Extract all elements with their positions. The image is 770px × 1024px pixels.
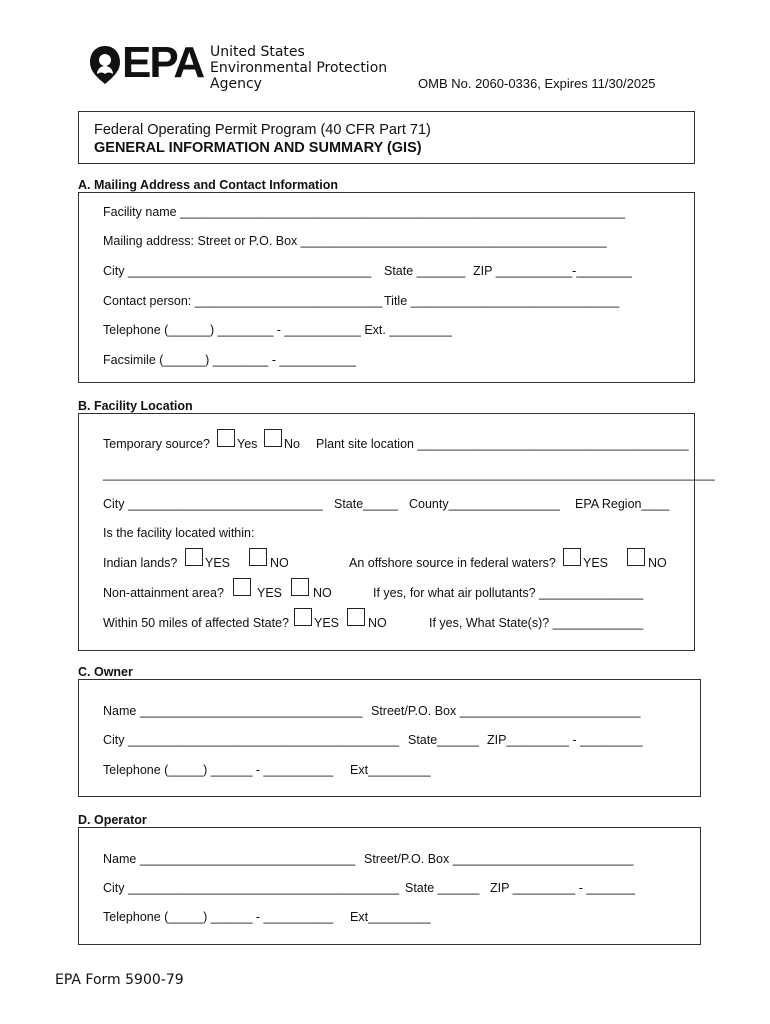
owner-city-field[interactable]: City _______________________________________ bbox=[103, 733, 400, 747]
epa-wordmark: EPA bbox=[122, 38, 204, 87]
indian-lands-no-label: NO bbox=[270, 556, 289, 570]
operator-ext-field[interactable]: Ext_________ bbox=[350, 910, 431, 924]
indian-lands-yes-label: YES bbox=[205, 556, 231, 570]
owner-zip-field[interactable]: ZIP_________ - _________ bbox=[487, 733, 643, 747]
non-attainment-yes-checkbox[interactable] bbox=[233, 578, 251, 596]
within-50-miles-no-checkbox[interactable] bbox=[347, 608, 365, 626]
operator-street-field[interactable]: Street/P.O. Box __________________________ bbox=[364, 852, 634, 866]
owner-state-field[interactable]: State______ bbox=[408, 733, 479, 747]
plant-site-location-field[interactable]: Plant site location _______________________________________ bbox=[316, 437, 689, 451]
temporary-yes-label: Yes bbox=[237, 437, 258, 451]
within-50-miles-no-label: NO bbox=[368, 616, 387, 630]
operator-city-field[interactable]: City _______________________________________ bbox=[103, 881, 400, 895]
epa-flower-icon bbox=[88, 44, 122, 86]
indian-lands-no-checkbox[interactable] bbox=[249, 548, 267, 566]
section-d-heading: D. Operator bbox=[78, 813, 147, 827]
within-50-miles-yes-checkbox[interactable] bbox=[294, 608, 312, 626]
epa-region-field[interactable]: EPA Region____ bbox=[575, 497, 670, 511]
temporary-no-checkbox[interactable] bbox=[264, 429, 282, 447]
section-b-heading: B. Facility Location bbox=[78, 399, 193, 413]
title-box bbox=[78, 111, 695, 164]
zip-field[interactable]: ZIP ___________-________ bbox=[473, 264, 632, 278]
b-state-field[interactable]: State_____ bbox=[334, 497, 398, 511]
plant-site-location-line2[interactable]: ________________________________________________________________________________________ bbox=[103, 467, 715, 481]
indian-lands-label: Indian lands? bbox=[103, 556, 178, 570]
owner-name-field[interactable]: Name ________________________________ bbox=[103, 704, 363, 718]
non-attainment-label: Non-attainment area? bbox=[103, 586, 224, 600]
contact-person-field[interactable]: Contact person: ___________________________ bbox=[103, 294, 383, 308]
operator-name-field[interactable]: Name _______________________________ bbox=[103, 852, 356, 866]
owner-street-field[interactable]: Street/P.O. Box __________________________ bbox=[371, 704, 641, 718]
owner-telephone-field[interactable]: Telephone (_____) ______ - __________ bbox=[103, 763, 334, 777]
city-field[interactable]: City ___________________________________ bbox=[103, 264, 372, 278]
affected-states-field[interactable]: If yes, What State(s)? _____________ bbox=[429, 616, 644, 630]
air-pollutants-field[interactable]: If yes, for what air pollutants? _______________ bbox=[373, 586, 644, 600]
offshore-yes-label: YES bbox=[583, 556, 609, 570]
within-50-miles-label: Within 50 miles of affected State? bbox=[103, 616, 289, 630]
mailing-address-field[interactable]: Mailing address: Street or P.O. Box ____________________________________________ bbox=[103, 234, 607, 248]
operator-zip-field[interactable]: ZIP _________ - _______ bbox=[490, 881, 636, 895]
form-number-footer: EPA Form 5900-79 bbox=[55, 972, 184, 988]
contact-title-field[interactable]: Title ______________________________ bbox=[384, 294, 620, 308]
offshore-no-checkbox[interactable] bbox=[627, 548, 645, 566]
within-50-miles-yes-label: YES bbox=[314, 616, 340, 630]
non-attainment-no-label: NO bbox=[313, 586, 332, 600]
b-county-field[interactable]: County________________ bbox=[409, 497, 560, 511]
b-city-field[interactable]: City ____________________________ bbox=[103, 497, 323, 511]
telephone-field[interactable]: Telephone (______) ________ - ___________ Ext. _________ bbox=[103, 323, 452, 337]
form-subtitle: GENERAL INFORMATION AND SUMMARY (GIS) bbox=[94, 140, 422, 156]
located-within-label: Is the facility located within: bbox=[103, 526, 255, 540]
form-title: Federal Operating Permit Program (40 CFR Part 71) bbox=[94, 122, 431, 138]
facility-name-field[interactable]: Facility name ________________________________________________________________ bbox=[103, 205, 626, 219]
offshore-label: An offshore source in federal waters? bbox=[349, 556, 556, 570]
non-attainment-no-checkbox[interactable] bbox=[291, 578, 309, 596]
temporary-no-label: No bbox=[284, 437, 300, 451]
section-c-heading: C. Owner bbox=[78, 665, 133, 679]
agency-line-1: United States bbox=[210, 44, 305, 60]
owner-ext-field[interactable]: Ext_________ bbox=[350, 763, 431, 777]
operator-state-field[interactable]: State ______ bbox=[405, 881, 480, 895]
temporary-yes-checkbox[interactable] bbox=[217, 429, 235, 447]
non-attainment-yes-label: YES bbox=[257, 586, 283, 600]
section-a-heading: A. Mailing Address and Contact Information bbox=[78, 178, 338, 192]
state-field[interactable]: State _______ bbox=[384, 264, 466, 278]
facsimile-field[interactable]: Facsimile (______) ________ - ___________ bbox=[103, 353, 356, 367]
offshore-no-label: NO bbox=[648, 556, 667, 570]
indian-lands-yes-checkbox[interactable] bbox=[185, 548, 203, 566]
agency-line-2: Environmental Protection bbox=[210, 60, 388, 76]
temporary-source-label: Temporary source? bbox=[103, 437, 210, 451]
offshore-yes-checkbox[interactable] bbox=[563, 548, 581, 566]
agency-line-3: Agency bbox=[210, 76, 262, 92]
omb-number: OMB No. 2060-0336, Expires 11/30/2025 bbox=[418, 76, 656, 91]
operator-telephone-field[interactable]: Telephone (_____) ______ - __________ bbox=[103, 910, 334, 924]
